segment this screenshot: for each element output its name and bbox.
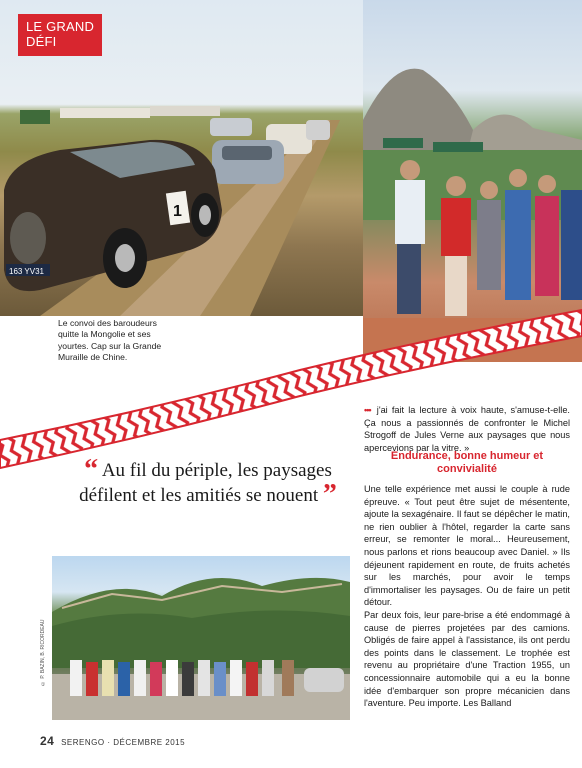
- page-number: 24: [40, 734, 55, 748]
- pull-quote: [58, 454, 358, 510]
- lead-marker: •••: [364, 405, 371, 415]
- section-badge: [18, 14, 102, 56]
- car-number: 1: [173, 203, 182, 220]
- car-plate: 163 YV31: [9, 267, 44, 276]
- article-paragraph: Par deux fois, leur pare-brise a été endommagé à cause de pierres projetées par des camions. Obligés de faire appel à l'assistance, ils ont perdu des points dans le classement. Le trophée est revenu au propriétaire d'une Traction 1955, un concessionnaire automobile qui a eu la bonne idée d'embarquer son propre mécanicien dans l'aventure. Peu importe. Les Balland: [364, 609, 570, 709]
- article-continuation-text: j'ai fait la lecture à voix haute, s'amuse-t-elle. Ça nous a passionnés de confronter le Michel Strogoff de Jules Verne aux paysages que nous apercevions par la vitre. »: [364, 405, 570, 453]
- group-photo: [52, 556, 350, 720]
- people-group: [395, 160, 582, 316]
- quote-open-mark: “: [84, 454, 99, 485]
- article-body: [364, 483, 570, 710]
- page-footer: [40, 734, 185, 748]
- pull-quote-text: Au fil du périple, les paysages défilent et les amitiés se nouent: [79, 460, 332, 506]
- badge-line-1: LE GRAND: [26, 19, 95, 34]
- photo-credit: © P. BAZIN, B. RICORDEAU: [40, 619, 46, 686]
- quote-close-mark: ”: [322, 479, 337, 510]
- article-continuation: [364, 404, 570, 454]
- great-wall-scene: [52, 556, 350, 720]
- footer-text: SERENGO · DÉCEMBRE 2015: [61, 738, 186, 747]
- photo-caption: Le convoi des baroudeurs quitte la Mongolie et ses yourtes. Cap sur la Grande Muraille de Chine.: [58, 318, 162, 363]
- article-paragraph: Une telle expérience met aussi le couple à rude épreuve. « Tout peut être sujet de mésentente, ajoute la sexagénaire. Il faut se dépêcher le matin, ne rien oublier à l'hôtel, regarder la carte sans erreur, se remonter le moral... Heureusement, nous parlons et rions beaucoup avec Daniel. » Ils déjeunent rapidement en route, de fruits achetés sur les marchés, pour avoir le temps d'immortaliser les paysages. Ou de faire un petit détour.: [364, 484, 570, 608]
- article-subheading: Endurance, bonne humeur et convivialité: [390, 450, 544, 475]
- badge-line-2: DÉFI: [26, 34, 57, 49]
